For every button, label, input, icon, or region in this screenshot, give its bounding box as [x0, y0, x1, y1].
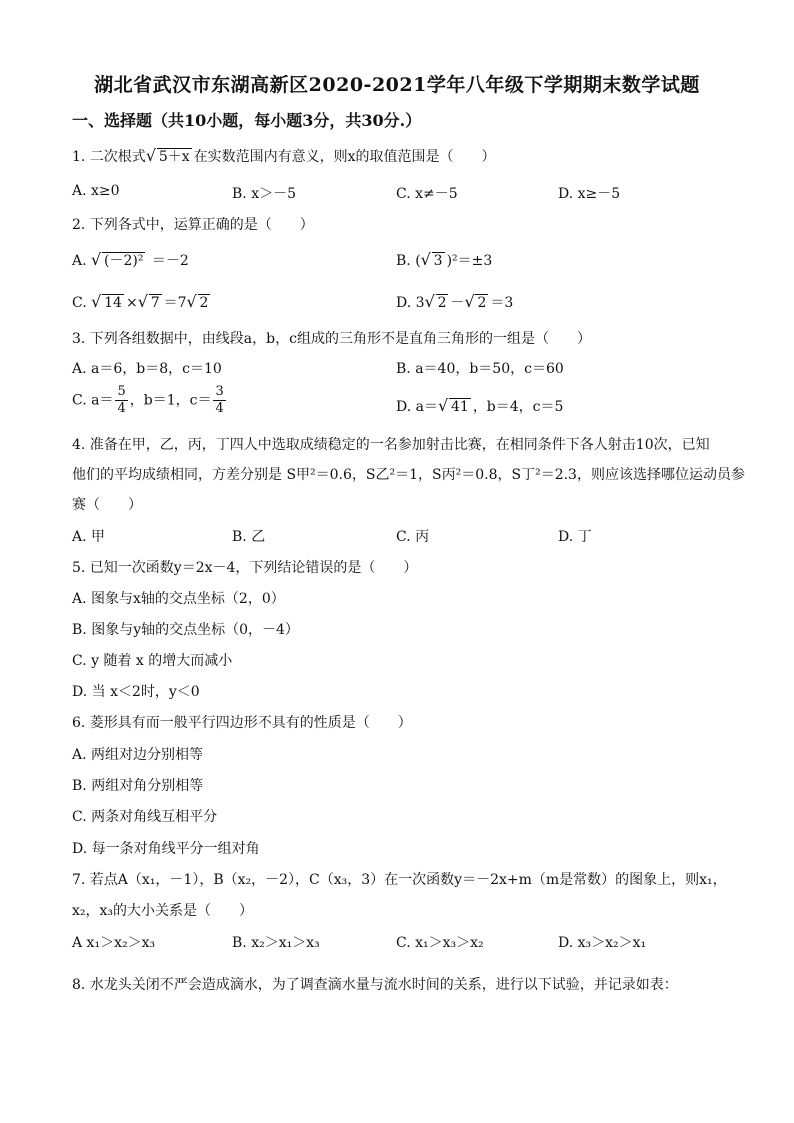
- question-1-stem: [72, 146, 496, 166]
- sqrt-symbol: √ 2: [464, 292, 487, 311]
- q7-option-d: D. x₃＞x₂＞x₁: [558, 935, 647, 951]
- sqrt-symbol: √ 2: [424, 292, 447, 311]
- q6-option-b: B. 两组对角分别相等: [72, 778, 204, 794]
- question-7-line-1: 7. 若点A（x₁，－1），B（x₂，－2），C（x₃，3）在一次函数y＝－2x+m（m是常数）的图象上，则x₁，: [72, 872, 727, 888]
- q3-d-pre: D. a＝: [396, 399, 438, 415]
- q6-option-c: C. 两条对角线互相平分: [72, 809, 218, 825]
- q1-option-d: D. x≥－5: [558, 186, 621, 202]
- q3-option-b: B. a＝40，b＝50，c＝60: [396, 361, 564, 377]
- q4-option-c: C. 丙: [396, 529, 430, 545]
- q2-c-radicand-1: 14: [104, 295, 122, 311]
- question-4-line-1: 4. 准备在甲，乙，丙，丁四人中选取成绩稳定的一名参加射击比赛，在相同条件下各人射击10次，已知: [72, 437, 710, 453]
- q2-c-times: ×: [125, 295, 138, 311]
- question-4-line-3: 赛（ ）: [72, 497, 142, 513]
- q3-option-d: [396, 396, 563, 416]
- sqrt-symbol: √ 7: [137, 292, 160, 311]
- question-7-line-2: x₂，x₃的大小关系是（ ）: [72, 903, 254, 919]
- q2-d-minus: －: [450, 295, 465, 311]
- q1-option-a: A. x≥0: [72, 183, 120, 199]
- q2-option-a: [72, 250, 189, 270]
- q2-c-eq: ＝7: [163, 295, 187, 311]
- q3-c-mid: ，b＝1，c＝: [129, 392, 212, 409]
- q2-d-pre: 3: [415, 295, 425, 311]
- fraction: [213, 384, 225, 417]
- q7-option-a: A x₁＞x₂＞x₃: [72, 935, 156, 951]
- q4-option-d: D. 丁: [558, 529, 592, 545]
- q2-d-radicand-1: 2: [437, 295, 447, 311]
- q1-radicand: 5＋x: [158, 149, 190, 165]
- q5-option-a: A. 图象与x轴的交点坐标（2，0）: [72, 591, 285, 607]
- sqrt-symbol: √ 5＋x: [145, 146, 190, 165]
- q5-option-c: C. y 随着 x 的增大而减小: [72, 653, 233, 669]
- sqrt-symbol: √ 14: [91, 292, 122, 311]
- q3-c-denominator-1: 4: [117, 401, 126, 416]
- q2-b-radicand: 3: [433, 253, 443, 269]
- q1-option-c: C. x≠－5: [396, 186, 458, 202]
- q2-b-rest: )²＝±3: [446, 253, 493, 269]
- q3-c-numerator-2: 3: [215, 384, 224, 399]
- q2-c-label: C.: [72, 295, 87, 311]
- q2-d-radicand-2: 2: [477, 295, 487, 311]
- q1-option-b: B. x＞－5: [232, 186, 296, 202]
- q2-option-b: [396, 250, 492, 270]
- fraction: [115, 384, 127, 417]
- q1-pre: 1. 二次根式: [72, 149, 146, 165]
- q2-d-label: D.: [396, 295, 412, 311]
- q6-option-a: A. 两组对边分别相等: [72, 747, 204, 763]
- q5-option-b: B. 图象与y轴的交点坐标（0，－4）: [72, 622, 299, 638]
- q2-a-radicand: (－2)²: [104, 253, 144, 269]
- q2-c-radicand-3: 2: [199, 295, 209, 311]
- sqrt-symbol: √ 2: [186, 292, 209, 311]
- q7-option-b: B. x₂＞x₁＞x₃: [232, 935, 320, 951]
- q3-c-numerator-1: 5: [117, 384, 126, 399]
- q2-a-label: A.: [72, 253, 87, 269]
- sqrt-symbol: √ 3: [420, 250, 443, 269]
- sqrt-symbol: √ 41: [437, 396, 469, 415]
- q2-b-pre: (: [415, 253, 421, 269]
- q2-a-rest: ＝－2: [151, 253, 189, 269]
- page-title: 湖北省武汉市东湖高新区2020-2021学年八年级下学期期末数学试题: [94, 74, 700, 96]
- q2-b-label: B.: [396, 253, 411, 269]
- q1-post: 在实数范围内有意义，则x的取值范围是（ ）: [193, 149, 496, 165]
- question-2-stem: 2. 下列各式中，运算正确的是（ ）: [72, 217, 314, 233]
- q3-c-pre: C. a＝: [72, 392, 114, 409]
- sqrt-symbol: √ (－2)²: [91, 250, 144, 269]
- question-6-stem: 6. 菱形具有而一般平行四边形不具有的性质是（ ）: [72, 715, 412, 731]
- q3-option-a: A. a＝6，b＝8，c＝10: [72, 361, 222, 377]
- question-4-line-2: 他们的平均成绩相同，方差分别是 S甲²＝0.6，S乙²＝1，S丙²＝0.8，S丁²＝2.3，则应该选择哪位运动员参: [72, 467, 745, 483]
- q3-option-c: [72, 384, 228, 417]
- q3-d-radicand: 41: [450, 399, 469, 415]
- q4-option-a: A. 甲: [72, 529, 106, 545]
- question-8-stem: 8. 水龙头关闭不严会造成滴水，为了调查滴水量与流水时间的关系，进行以下试验，并记录如表：: [72, 977, 678, 993]
- q2-option-c: [72, 292, 212, 312]
- q3-d-rest: ，b＝4，c＝5: [472, 399, 564, 415]
- q2-d-rest: ＝3: [490, 295, 514, 311]
- question-5-stem: 5. 已知一次函数y＝2x－4，下列结论错误的是（ ）: [72, 560, 418, 576]
- section-heading: 一、选择题（共10小题，每小题3分，共30分.）: [72, 111, 422, 130]
- q4-option-b: B. 乙: [232, 529, 266, 545]
- q7-option-c: C. x₁＞x₃＞x₂: [396, 935, 484, 951]
- question-3-stem: 3. 下列各组数据中，由线段a，b，c组成的三角形不是直角三角形的一组是（ ）: [72, 331, 591, 347]
- q3-c-denominator-2: 4: [215, 401, 224, 416]
- q5-option-d: D. 当 x＜2时，y＜0: [72, 684, 200, 700]
- q2-option-d: [396, 292, 513, 312]
- q2-c-radicand-2: 7: [150, 295, 160, 311]
- q6-option-d: D. 每一条对角线平分一组对角: [72, 841, 260, 857]
